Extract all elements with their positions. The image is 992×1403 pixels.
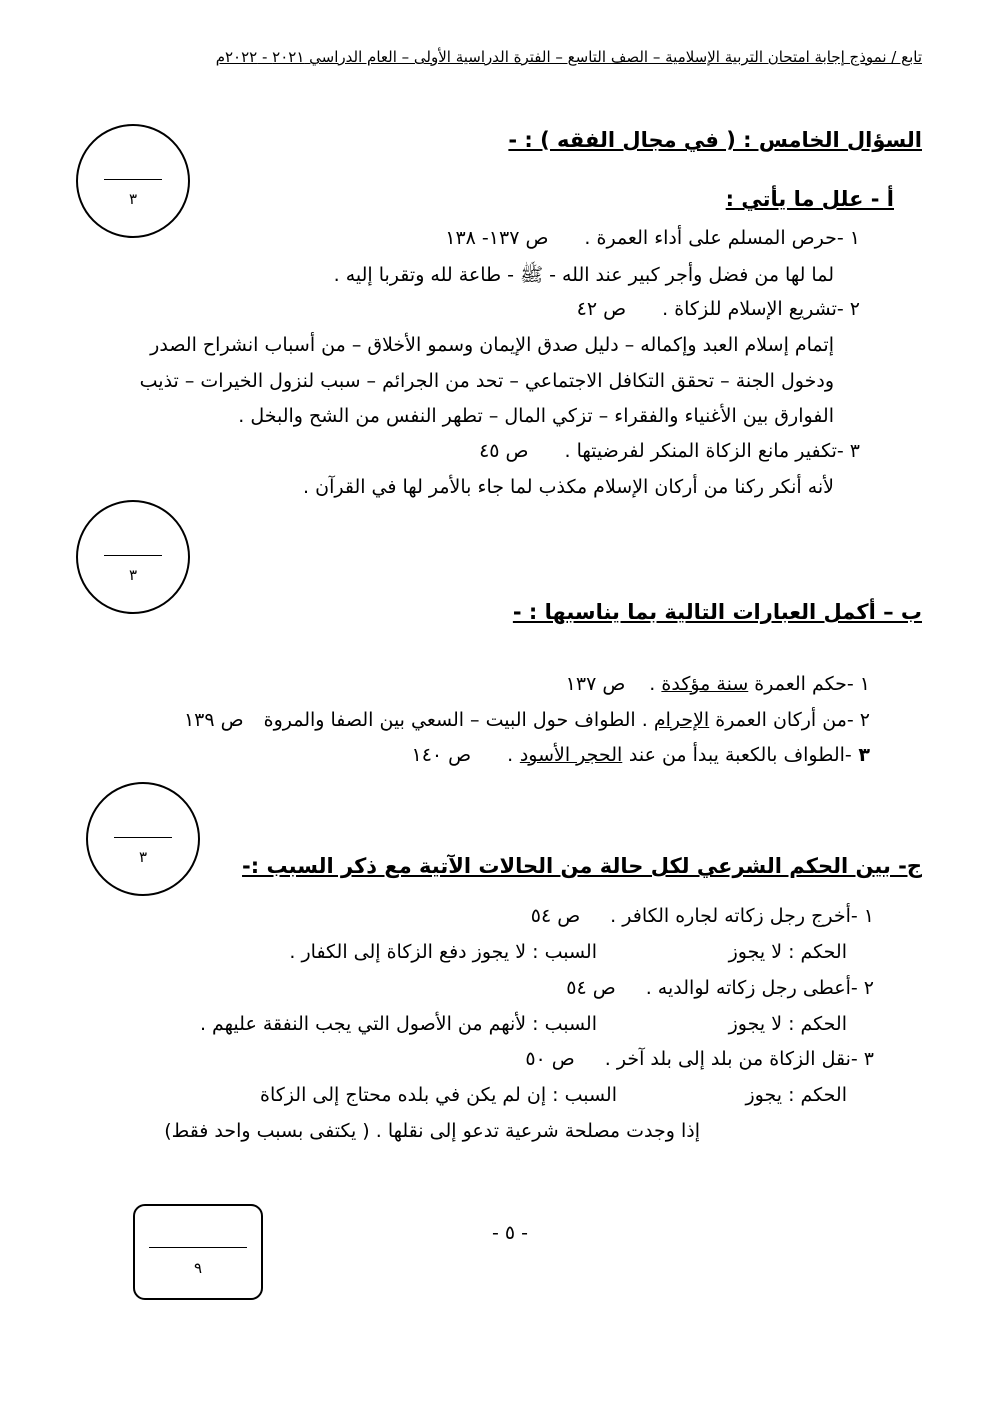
score-a: ٣ (128, 189, 138, 208)
question-title: السؤال الخامس : ( في مجال الفقه ) : - (508, 128, 922, 152)
page-header: تابع / نموذج إجابة امتحان التربية الإسلامية – الصف التاسع – الفترة الدراسية الأولى – العام الدراسي ٢٠٢١ - ٢٠٢٢م (215, 48, 922, 66)
part-a-q3: ٣ -تكفير مانع الزكاة المنكر لفرضيتها .ص ٤٥ (479, 440, 860, 462)
part-c-ruling3: الحكم : يجوز (745, 1084, 847, 1106)
total-score-box (133, 1204, 263, 1300)
part-b-title: ب – أكمل العبارات التالية بما يناسبها : - (512, 600, 922, 624)
part-a-title: أ - علل ما يأتي : (725, 187, 894, 211)
part-b-answer1: سنة مؤكدة (661, 673, 749, 695)
part-a-a2-line3: الفوارق بين الأغنياء والفقراء – تزكي المال – تطهر النفس من الشح والبخل . (238, 405, 834, 427)
part-a-a3: لأنه أنكر ركنا من أركان الإسلام مكذب لما جاء بالأمر لها في القرآن . (303, 476, 834, 498)
score-circle-b (76, 500, 190, 614)
score-b: ٣ (128, 565, 138, 584)
part-a-a2-line2: ودخول الجنة – تحقق التكافل الاجتماعي – تحد من الجرائم – سبب لنزول الخيرات – تذيب (139, 370, 834, 392)
part-c-ruling2: الحكم : لا يجوز (728, 1013, 847, 1035)
part-b-item2: ٢ -من أركان العمرة الإحرام . الطواف حول البيت – السعي بين الصفا والمروةص ١٣٩ (183, 709, 870, 731)
part-c-reason1: السبب : لا يجوز دفع الزكاة إلى الكفار . (289, 941, 597, 963)
score-c: ٣ (138, 847, 148, 866)
part-a-a1: لما لها من فضل وأجر كبير عند الله - ﷺ - طاعة لله وتقربا إليه . (333, 264, 834, 286)
part-a-a2-line1: إتمام إسلام العبد وإكماله – دليل صدق الإيمان وسمو الأخلاق – من أسباب انشراح الصدر (150, 334, 834, 356)
part-c-q1: ١ -أخرج رجل زكاته لجاره الكافر .ص ٥٤ (530, 905, 874, 927)
part-b-item1: ١ -حكم العمرة سنة مؤكدة .ص ١٣٧ (565, 673, 870, 695)
score-circle-a (76, 124, 190, 238)
page-number: - ٥ - (492, 1222, 529, 1244)
part-c-ruling1: الحكم : لا يجوز (728, 941, 847, 963)
part-a-q1: ١ -حرص المسلم على أداء العمرة .ص ١٣٧- ١٣٨ (445, 227, 860, 249)
part-c-q2: ٢ -أعطى رجل زكاته لوالديه .ص ٥٤ (566, 977, 874, 999)
part-b-answer3: الحجر الأسود (519, 744, 623, 766)
part-c-q3: ٣ -نقل الزكاة من بلد إلى بلد آخر .ص ٥٠ (525, 1048, 874, 1070)
score-circle-c (86, 782, 200, 896)
part-c-reason3-line2: إذا وجدت مصلحة شرعية تدعو إلى نقلها . ( يكتفى بسبب واحد فقط) (164, 1120, 700, 1142)
total-score: ٩ (193, 1259, 203, 1278)
part-a-q2: ٢ -تشريع الإسلام للزكاة .ص ٤٢ (576, 298, 860, 320)
part-c-title: ج- بين الحكم الشرعي لكل حالة من الحالات الآتية مع ذكر السبب :- (242, 854, 922, 878)
part-c-reason2: السبب : لأنهم من الأصول التي يجب النفقة عليهم . (199, 1013, 597, 1035)
part-c-reason3: السبب : إن لم يكن في بلده محتاج إلى الزكاة (260, 1084, 617, 1106)
part-b-answer2: الإحرام (653, 709, 710, 731)
part-b-item3: ٣ -الطواف بالكعبة يبدأ من عند الحجر الأسود .ص ١٤٠ (411, 744, 870, 766)
